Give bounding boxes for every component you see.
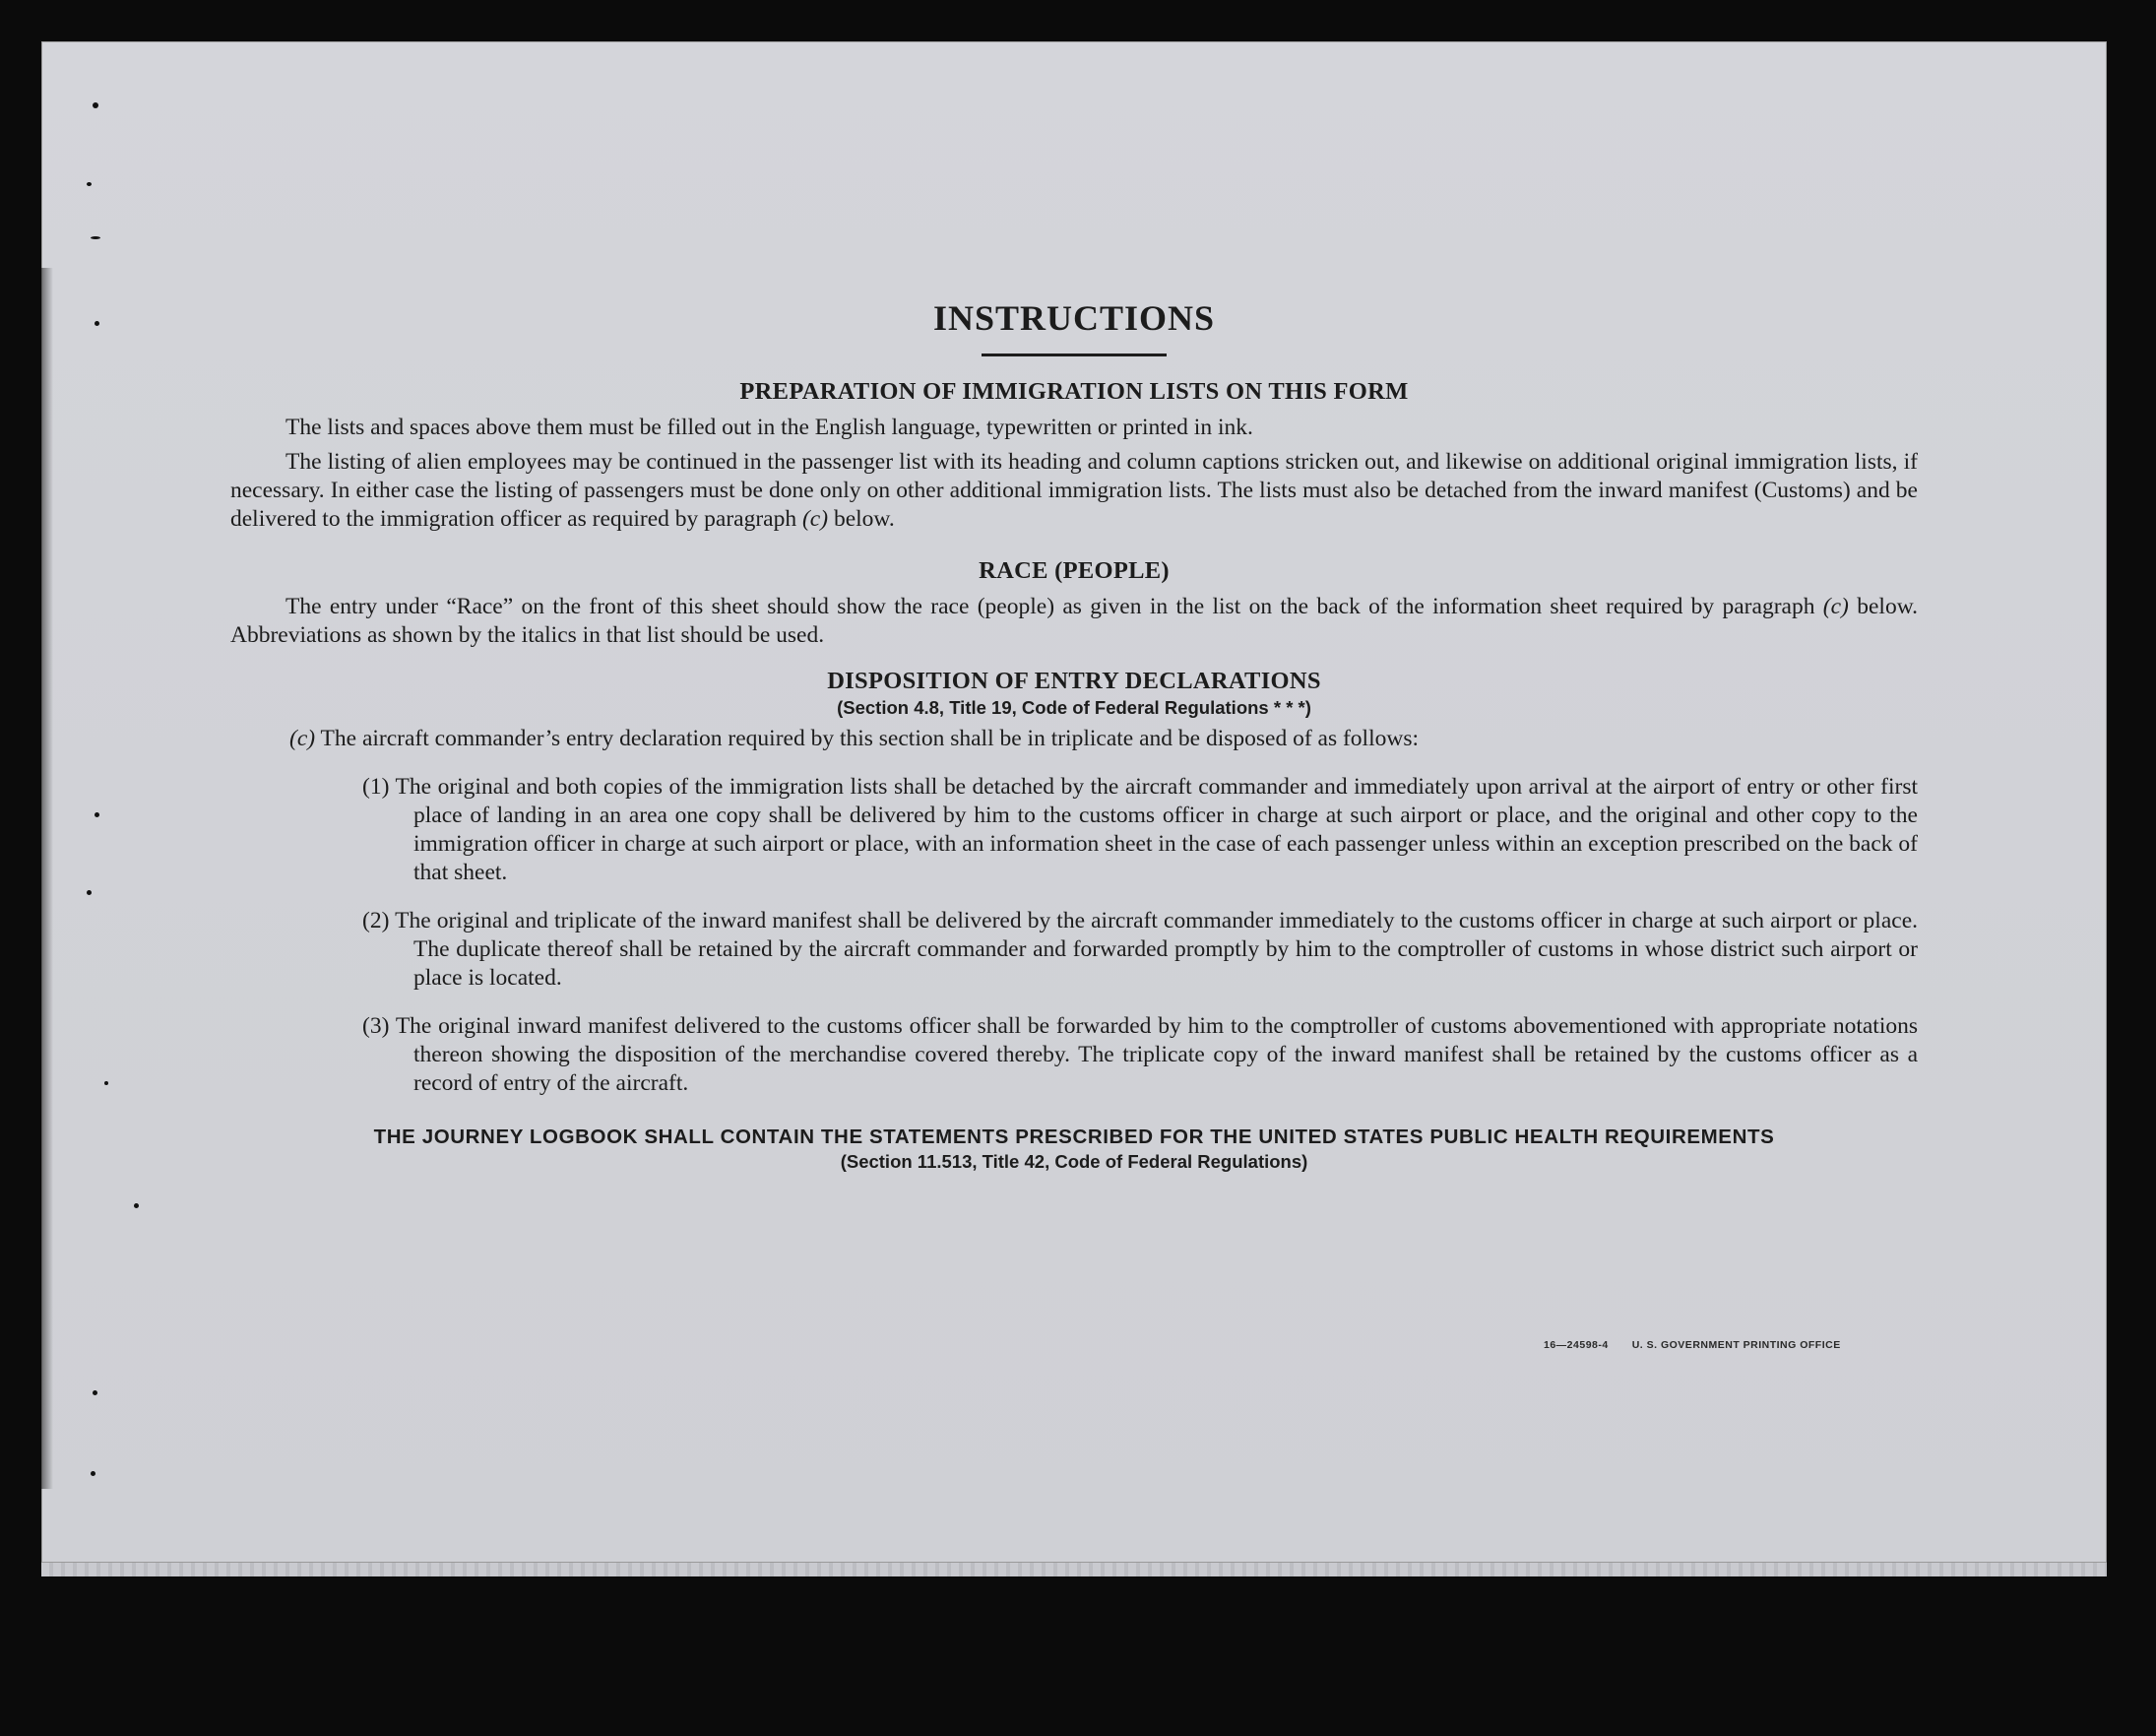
clause-text: The aircraft commander’s entry declaration required by this section shall be in triplicate and be disposed of as follows: bbox=[315, 726, 1420, 752]
margin-speck bbox=[104, 1081, 108, 1085]
title-underline bbox=[982, 354, 1167, 356]
margin-speck bbox=[134, 1203, 139, 1208]
margin-speck bbox=[87, 182, 92, 186]
page-title: INSTRUCTIONS bbox=[932, 298, 1216, 338]
disposition-item-2 bbox=[230, 907, 1918, 993]
form-number: 16—24598-4 bbox=[1544, 1339, 1609, 1351]
margin-speck bbox=[91, 236, 100, 239]
logbook-citation: (Section 11.513, Title 42, Code of Federal Regulations) bbox=[840, 1151, 1308, 1173]
paragraph-reference: (c) bbox=[801, 506, 829, 533]
disposition-clause bbox=[230, 725, 1918, 753]
preparation-paragraph-1: The lists and spaces above them must be filled out in the English language, typewritten or printed in ink. bbox=[285, 415, 1253, 441]
disposition-item-1 bbox=[230, 773, 1918, 887]
printer-imprint bbox=[1544, 1339, 1841, 1351]
item-number: (1) bbox=[362, 774, 390, 801]
clause-letter: (c) bbox=[289, 726, 316, 752]
item-number: (2) bbox=[362, 908, 390, 934]
disposition-item-3 bbox=[230, 1012, 1918, 1098]
preparation-paragraph-2-end: below. bbox=[828, 506, 895, 533]
race-paragraph bbox=[230, 593, 1918, 650]
preparation-heading: PREPARATION OF IMMIGRATION LISTS ON THIS FORM bbox=[739, 378, 1409, 406]
item-number: (3) bbox=[362, 1013, 390, 1040]
binding-shadow bbox=[41, 268, 53, 1489]
race-paragraph-end: below. Abbreviations as shown by the italics in that list should be used. bbox=[230, 594, 1919, 649]
race-paragraph-text: The entry under “Race” on the front of this sheet should show the race (people) as given in the list on the back of the information sheet required by paragraph bbox=[285, 594, 1823, 620]
printing-office: U. S. GOVERNMENT PRINTING OFFICE bbox=[1631, 1339, 1841, 1351]
disposition-heading: DISPOSITION OF ENTRY DECLARATIONS bbox=[827, 668, 1321, 695]
disposition-citation: (Section 4.8, Title 19, Code of Federal Regulations * * *) bbox=[837, 697, 1311, 719]
margin-speck bbox=[87, 890, 92, 895]
margin-speck bbox=[95, 321, 99, 326]
race-heading: RACE (PEOPLE) bbox=[979, 557, 1170, 585]
logbook-statement: THE JOURNEY LOGBOOK SHALL CONTAIN THE STATEMENTS PRESCRIBED FOR THE UNITED STATES PUBLIC HEALTH REQUIREMENTS bbox=[373, 1125, 1775, 1149]
margin-speck bbox=[91, 1471, 95, 1476]
margin-speck bbox=[93, 1390, 97, 1395]
item-text: The original and triplicate of the inward manifest shall be delivered by the aircraft commander immediately to the customs officer in charge at such airport or place. The duplicate thereof shall be retained by the aircraft commander and forwarded promptly by him to the comptroller of customs in whose district such airport or place is located. bbox=[395, 908, 1919, 992]
item-text: The original inward manifest delivered to the customs officer shall be forwarded by him to the comptroller of customs abovementioned with appropriate notations thereon showing the disposition of the merchandise covered thereby. The triplicate copy of the inward manifest shall be retained by the customs officer as a record of entry of the aircraft. bbox=[395, 1013, 1919, 1097]
preparation-paragraph-2 bbox=[230, 448, 1918, 534]
margin-speck bbox=[93, 102, 98, 108]
item-text: The original and both copies of the immigration lists shall be detached by the aircraft commander and immediately upon arrival at the airport of entry or other first place of landing in an area one copy shall be delivered by him to the customs officer in charge at such airport or place, and the original and other copy to the immigration officer in charge at such airport or place, with an information sheet in the case of each passenger unless within an exception prescribed on the back of that sheet. bbox=[395, 774, 1919, 886]
instructions-body bbox=[230, 297, 1918, 1173]
perforated-edge bbox=[41, 1563, 2107, 1576]
margin-speck bbox=[95, 812, 99, 817]
paragraph-reference: (c) bbox=[1822, 594, 1849, 620]
preparation-paragraph-2-text: The listing of alien employees may be continued in the passenger list with its heading and column captions stricken out, and likewise on additional original immigration lists, if necessary. In either case the listing of passengers must be done only on other additional immigration lists. The lists must also be detached from the inward manifest (Customs) and be delivered to the immigration officer as required by paragraph bbox=[230, 449, 1918, 533]
